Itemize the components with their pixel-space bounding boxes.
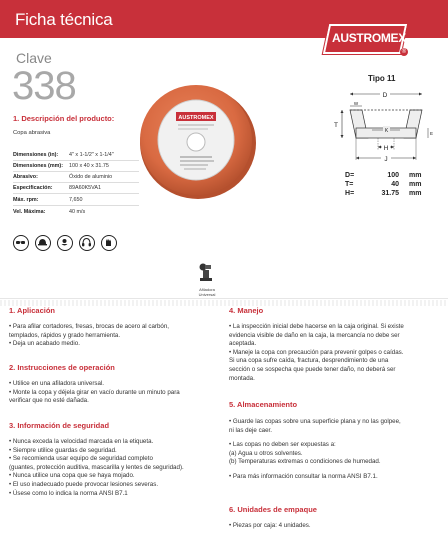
product-heading: 1. Descripción del producto:: [13, 114, 115, 123]
dim-unit: mm: [409, 181, 422, 188]
dim-unit: mm: [409, 190, 422, 197]
dim-value: 40: [391, 181, 399, 188]
text-line: (a) Agua u otros solventes.: [229, 449, 303, 457]
sharpener-machine-icon: [197, 262, 215, 282]
operacion-text: [9, 380, 180, 406]
text-line: montada.: [229, 374, 255, 382]
label-t: T: [334, 122, 338, 129]
manejo-text: [229, 323, 441, 383]
afiladora-line2: Universal: [198, 292, 216, 297]
text-line: • Se recomienda usar equipo de seguridad completo: [9, 455, 153, 463]
text-line: • Piezas por caja: 4 unidades.: [229, 522, 311, 529]
text-line: • Para afilar cortadores, fresas, brocas de acero al carbón,: [9, 323, 170, 330]
text-line: (guantes, protección auditiva, mascarilla y lentes de seguridad).: [9, 463, 184, 471]
spec-label: Máx. rpm:: [13, 197, 39, 203]
dimension-diagram: [332, 88, 436, 168]
text-line: • Utilice en una afiladora universal.: [9, 380, 105, 387]
spec-row: [13, 208, 139, 218]
text-line: • Maneje la copa con precaución para prevenir golpes o caídas.: [229, 348, 404, 356]
spec-label: Especificación:: [13, 185, 53, 191]
almacenamiento-heading: 5. Almacenamiento: [229, 400, 298, 409]
text-line: • Para más información consultar la norma ANSI B7.1.: [229, 472, 378, 480]
spec-value: 7,650: [69, 197, 83, 203]
label-h: H: [383, 145, 389, 152]
empaque-text: [229, 522, 311, 531]
spec-value: 40 m/s: [69, 209, 86, 215]
spec-label: Dimensiones (in):: [13, 152, 59, 158]
spec-label: Dimensiones (mm):: [13, 163, 64, 169]
text-line: ni las deje caer.: [229, 426, 272, 434]
hard-hat-icon: [35, 235, 51, 251]
afiladora-label: [194, 287, 220, 297]
spec-row: [13, 196, 139, 206]
spec-value: 89A60K5VA1: [69, 185, 101, 191]
manejo-heading: 4. Manejo: [229, 306, 264, 315]
label-e: E: [430, 131, 434, 136]
spec-value: 4" x 1-1/2" x 1-1/4": [69, 152, 114, 158]
spec-row: [13, 151, 139, 161]
text-line: • Monte la copa y déjela girar en vacío durante un minuto para: [9, 388, 180, 396]
text-line: • El uso inadecuado puede provocar lesiones severas.: [9, 480, 159, 488]
divider-pattern: [0, 300, 448, 306]
text-line: • Deja un acabado medio.: [9, 340, 80, 348]
text-line: • Úsese como lo indica la norma ANSI B7.1: [9, 489, 128, 497]
text-line: templados, rápidos y grado herramienta.: [9, 331, 121, 339]
mask-icon: [57, 235, 73, 251]
spec-row: [13, 184, 139, 194]
austromex-logo: [326, 24, 404, 60]
clave-label: Clave: [16, 50, 52, 66]
seguridad-heading: 3. Información de seguridad: [9, 421, 110, 430]
operacion-heading: 2. Instrucciones de operación: [9, 363, 115, 372]
divider: [0, 298, 448, 299]
text-line: • Nunca exceda la velocidad marcada en la etiqueta.: [9, 438, 154, 445]
text-line: sección o se sospecha que puede tener daño, no deberá ser: [229, 365, 396, 373]
text-line: evidencia visible de daño en la caja, la mercancía no debe ser: [229, 331, 400, 339]
goggles-icon: [13, 235, 29, 251]
afiladora-line1: Afiladora: [199, 287, 215, 292]
label-k: K: [384, 128, 389, 134]
spec-value: Óxido de aluminio: [69, 174, 113, 180]
dim-key: T: [345, 181, 350, 188]
tipo-label: Tipo 11: [368, 74, 396, 83]
aplicacion-text: [9, 323, 169, 349]
registered-mark-icon: ®: [401, 49, 407, 55]
spec-label: Vel. Máxima:: [13, 209, 46, 215]
gloves-icon: [101, 235, 117, 251]
dim-eq: =: [350, 172, 355, 179]
text-line: • Siempre utilice guardas de seguridad.: [9, 446, 117, 454]
dim-value: 31.75: [381, 190, 399, 197]
almacenamiento-text: [229, 418, 441, 482]
label-w: W: [353, 101, 359, 106]
dim-key: D: [345, 172, 351, 179]
label-j: J: [384, 156, 388, 163]
product-description: Copa abrasiva: [13, 130, 51, 136]
clave-number: 338: [12, 64, 76, 108]
dim-eq: =: [349, 181, 354, 188]
product-image: [138, 82, 258, 200]
text-line: aceptada.: [229, 340, 257, 348]
seguridad-text: [9, 438, 184, 498]
dim-row-d: [345, 172, 422, 179]
spec-row: [13, 162, 139, 172]
dim-eq: =: [350, 190, 355, 197]
ppe-icons: [13, 235, 117, 253]
ear-protection-icon: [79, 235, 95, 251]
empaque-heading: 6. Unidades de empaque: [229, 505, 317, 514]
page-title: Ficha técnica: [15, 10, 113, 29]
label-d: D: [382, 92, 388, 99]
text-line: verificar que no esté dañada.: [9, 397, 89, 405]
text-line: • Las copas no deben ser expuestas a:: [229, 441, 336, 449]
svg-text:AUSTROMEX: AUSTROMEX: [178, 115, 214, 121]
text-line: Si una copa sufre caída, fractura, desprendimiento de una: [229, 357, 389, 365]
dim-row-h: [345, 190, 422, 197]
dim-unit: mm: [409, 172, 422, 179]
logo-text: AUSTROMEX: [332, 31, 406, 45]
spec-value: 100 x 40 x 31.75: [69, 163, 109, 169]
spec-label: Abrasivo:: [13, 174, 38, 180]
text-line: • Guarde las copas sobre una superficie plana y no las golpee,: [229, 418, 401, 425]
dim-row-t: [345, 181, 422, 188]
aplicacion-heading: 1. Aplicación: [9, 306, 55, 315]
spec-row: [13, 173, 139, 183]
text-line: • La inspección inicial debe hacerse en la caja original. Si existe: [229, 323, 404, 330]
dim-key: H: [345, 190, 351, 197]
text-line: • Nunca utilice una copa que se haya mojado.: [9, 472, 135, 480]
dim-value: 100: [387, 172, 399, 179]
text-line: (b) Temperaturas extremas o condiciones de humedad.: [229, 458, 381, 466]
